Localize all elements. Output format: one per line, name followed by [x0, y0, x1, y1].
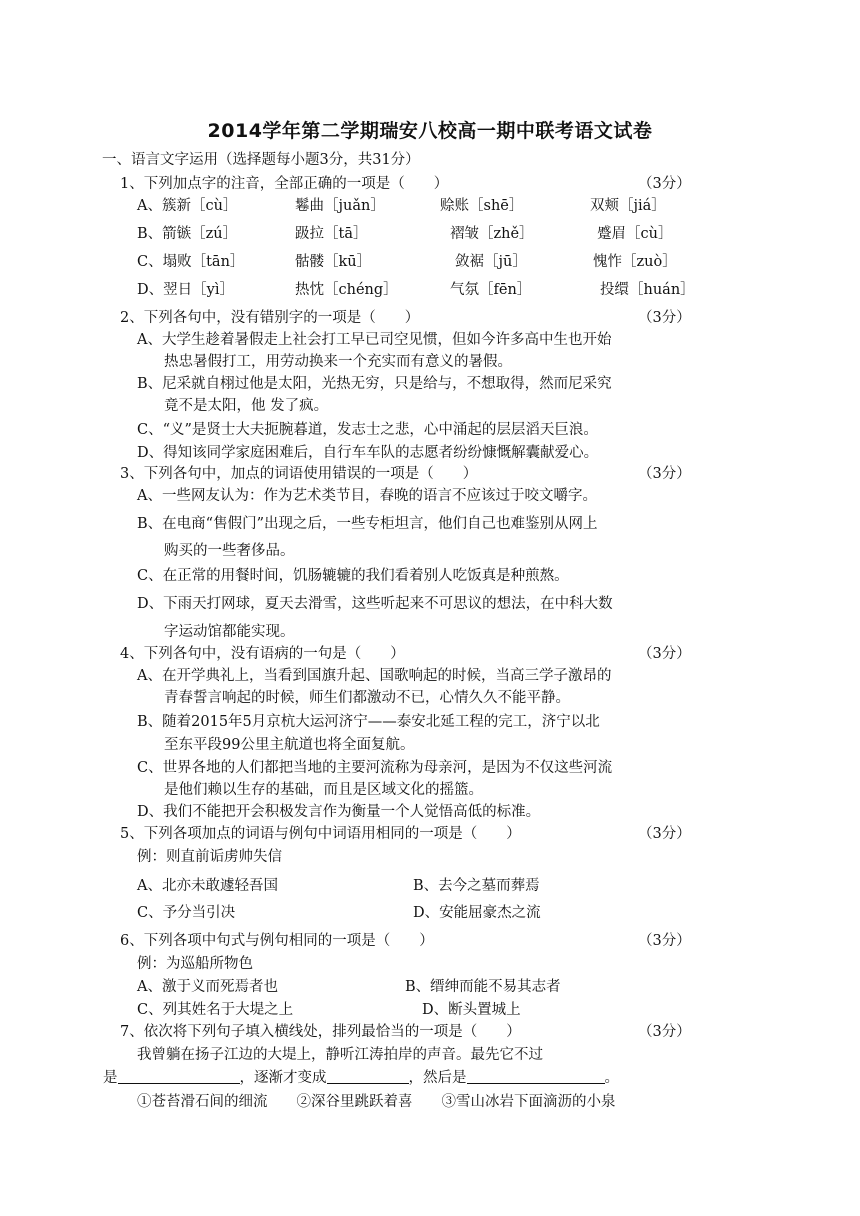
- q3-option-b: B、在电商“售假门”出现之后，一些专柜坦言，他们自己也难鉴别从网上: [137, 516, 598, 532]
- q6-option-c: C、列其姓名于大堤之上: [137, 1002, 294, 1018]
- q1-option-cell: 赊账［shē］: [440, 198, 524, 214]
- section-heading: 一、语言文字运用（选择题每小题3分，共31分）: [102, 152, 420, 168]
- q7-blank-3[interactable]: [467, 1069, 605, 1084]
- q6-example: 例：为巡船所物色: [137, 956, 253, 972]
- q7-options: ①苍苔滑石间的细流 ②深谷里跳跃着喜 ③雪山冰岩下面滴沥的小泉: [137, 1094, 616, 1110]
- q1-option-cell: 气氛［fēn］: [450, 282, 532, 298]
- q2-option-a-cont: 热忠暑假打工，用劳动换来一个充实而有意义的暑假。: [164, 354, 512, 370]
- q4-option-a-cont: 青春誓言响起的时候，师生们都激动不已，心情久久不能平静。: [164, 690, 570, 706]
- q1-option-cell: 褶皱［zhě］: [450, 226, 534, 242]
- q6-score: （3分）: [638, 933, 691, 949]
- q7-score: （3分）: [638, 1024, 691, 1040]
- q3-score: （3分）: [638, 466, 691, 482]
- q1-option-cell: C、塌败［tān］: [137, 254, 245, 270]
- q2-option-b: B、尼采就自栩过他是太阳，光热无穷，只是给与，不想取得，然而尼采究: [137, 376, 612, 392]
- q2-option-a: A、大学生趁着暑假走上社会打工早已司空见惯，但如今许多高中生也开始: [137, 332, 612, 348]
- q7-text: ，然后是: [408, 1070, 467, 1086]
- q3-option-d-cont: 字运动馆都能实现。: [164, 624, 295, 640]
- q5-option-b: B、去今之墓而葬焉: [413, 878, 540, 894]
- q1-option-cell: B、箭镞［zú］: [137, 226, 238, 242]
- q4-stem: 4、下列各句中，没有语病的一句是（ ）: [120, 646, 405, 662]
- q4-option-c-cont: 是他们赖以生存的基础，而且是区域文化的摇篮。: [164, 782, 483, 798]
- q1-option-cell: 投缳［huán］: [600, 282, 695, 298]
- q3-option-c: C、在正常的用餐时间，饥肠辘辘的我们看着别人吃饭真是种煎熬。: [137, 568, 569, 584]
- q2-option-b-cont: 竟不是太阳，他 发了疯。: [164, 398, 329, 414]
- q4-option-a: A、在开学典礼上，当看到国旗升起、国歌响起的时候，当高三学子激昂的: [137, 668, 612, 684]
- q1-option-cell: A、簇新［cù］: [137, 198, 238, 214]
- page-title: 2014学年第二学期瑞安八校高一期中联考语文试卷: [207, 120, 653, 142]
- q3-option-d: D、下雨天打网球，夏天去滑雪，这些听起来不可思议的想法，在中科大数: [137, 596, 613, 612]
- q5-option-a: A、北亦未敢遽轻吾国: [137, 878, 278, 894]
- q5-stem: 5、下列各项加点的词语与例句中词语用相同的一项是（ ）: [120, 826, 521, 842]
- q1-option-cell: 蹙眉［cù］: [597, 226, 673, 242]
- q3-option-b-cont: 购买的一些奢侈品。: [164, 543, 295, 559]
- q5-option-c: C、予分当引决: [137, 905, 236, 921]
- q1-option-cell: 愧怍［zuò］: [593, 254, 677, 270]
- q1-option-cell: 双颊［jiá］: [590, 198, 666, 214]
- q1-stem: 1、下列加点字的注音，全部正确的一项是（ ）: [120, 176, 449, 192]
- q5-score: （3分）: [638, 826, 691, 842]
- q2-option-d: D、得知该同学家庭困难后，自行车车队的志愿者纷纷慷慨解囊献爱心。: [137, 445, 599, 461]
- q1-option-cell: 热忱［chéng］: [295, 282, 398, 298]
- q2-score: （3分）: [638, 310, 691, 326]
- q6-option-a: A、激于义而死焉者也: [137, 979, 278, 995]
- q4-score: （3分）: [638, 646, 691, 662]
- q3-stem: 3、下列各句中，加点的词语使用错误的一项是（ ）: [120, 466, 478, 482]
- q5-option-d: D、安能屈豪杰之流: [413, 905, 541, 921]
- q7-text: 是: [103, 1070, 118, 1086]
- q7-blank-1[interactable]: [118, 1069, 240, 1084]
- q4-option-b: B、随着2015年5月京杭大运河济宁——泰安北延工程的完工，济宁以北: [137, 714, 600, 730]
- q6-option-b: B、缙绅而能不易其志者: [405, 979, 561, 995]
- q7-fill-line: [103, 1068, 619, 1088]
- q1-option-cell: 敛裾［jū］: [455, 254, 527, 270]
- q1-option-cell: 鬈曲［juǎn］: [295, 198, 385, 214]
- q1-option-cell: D、翌日［yì］: [137, 282, 234, 298]
- q1-score: （3分）: [638, 176, 691, 192]
- q7-text: 。: [604, 1070, 619, 1086]
- q4-option-c: C、世界各地的人们都把当地的主要河流称为母亲河，是因为不仅这些河流: [137, 760, 613, 776]
- q7-blank-2[interactable]: [327, 1069, 409, 1084]
- q1-option-cell: 骷髅［kū］: [295, 254, 372, 270]
- q7-text: ，逐渐才变成: [239, 1070, 327, 1086]
- q4-option-b-cont: 至东平段99公里主航道也将全面复航。: [164, 737, 415, 753]
- q1-option-cell: 趿拉［tā］: [295, 226, 368, 242]
- q2-option-c: C、“义”是贤士大夫扼腕暮道，发志士之悲，心中涌起的层层滔天巨浪。: [137, 422, 598, 438]
- q6-option-d: D、断头置城上: [422, 1002, 521, 1018]
- q5-example: 例：则直前诟虏帅失信: [137, 849, 282, 865]
- q4-option-d: D、我们不能把开会积极发言作为衡量一个人觉悟高低的标准。: [137, 804, 541, 820]
- q6-stem: 6、下列各项中句式与例句相同的一项是（ ）: [120, 933, 434, 949]
- q7-passage: 我曾躺在扬子江边的大堤上，静听江涛拍岸的声音。最先它不过: [137, 1047, 543, 1063]
- q3-option-a: A、一些网友认为：作为艺术类节目，春晚的语言不应该过于咬文嚼字。: [137, 488, 597, 504]
- q2-stem: 2、下列各句中，没有错别字的一项是（ ）: [120, 310, 420, 326]
- q7-stem: 7、依次将下列句子填入横线处，排列最恰当的一项是（ ）: [120, 1024, 521, 1040]
